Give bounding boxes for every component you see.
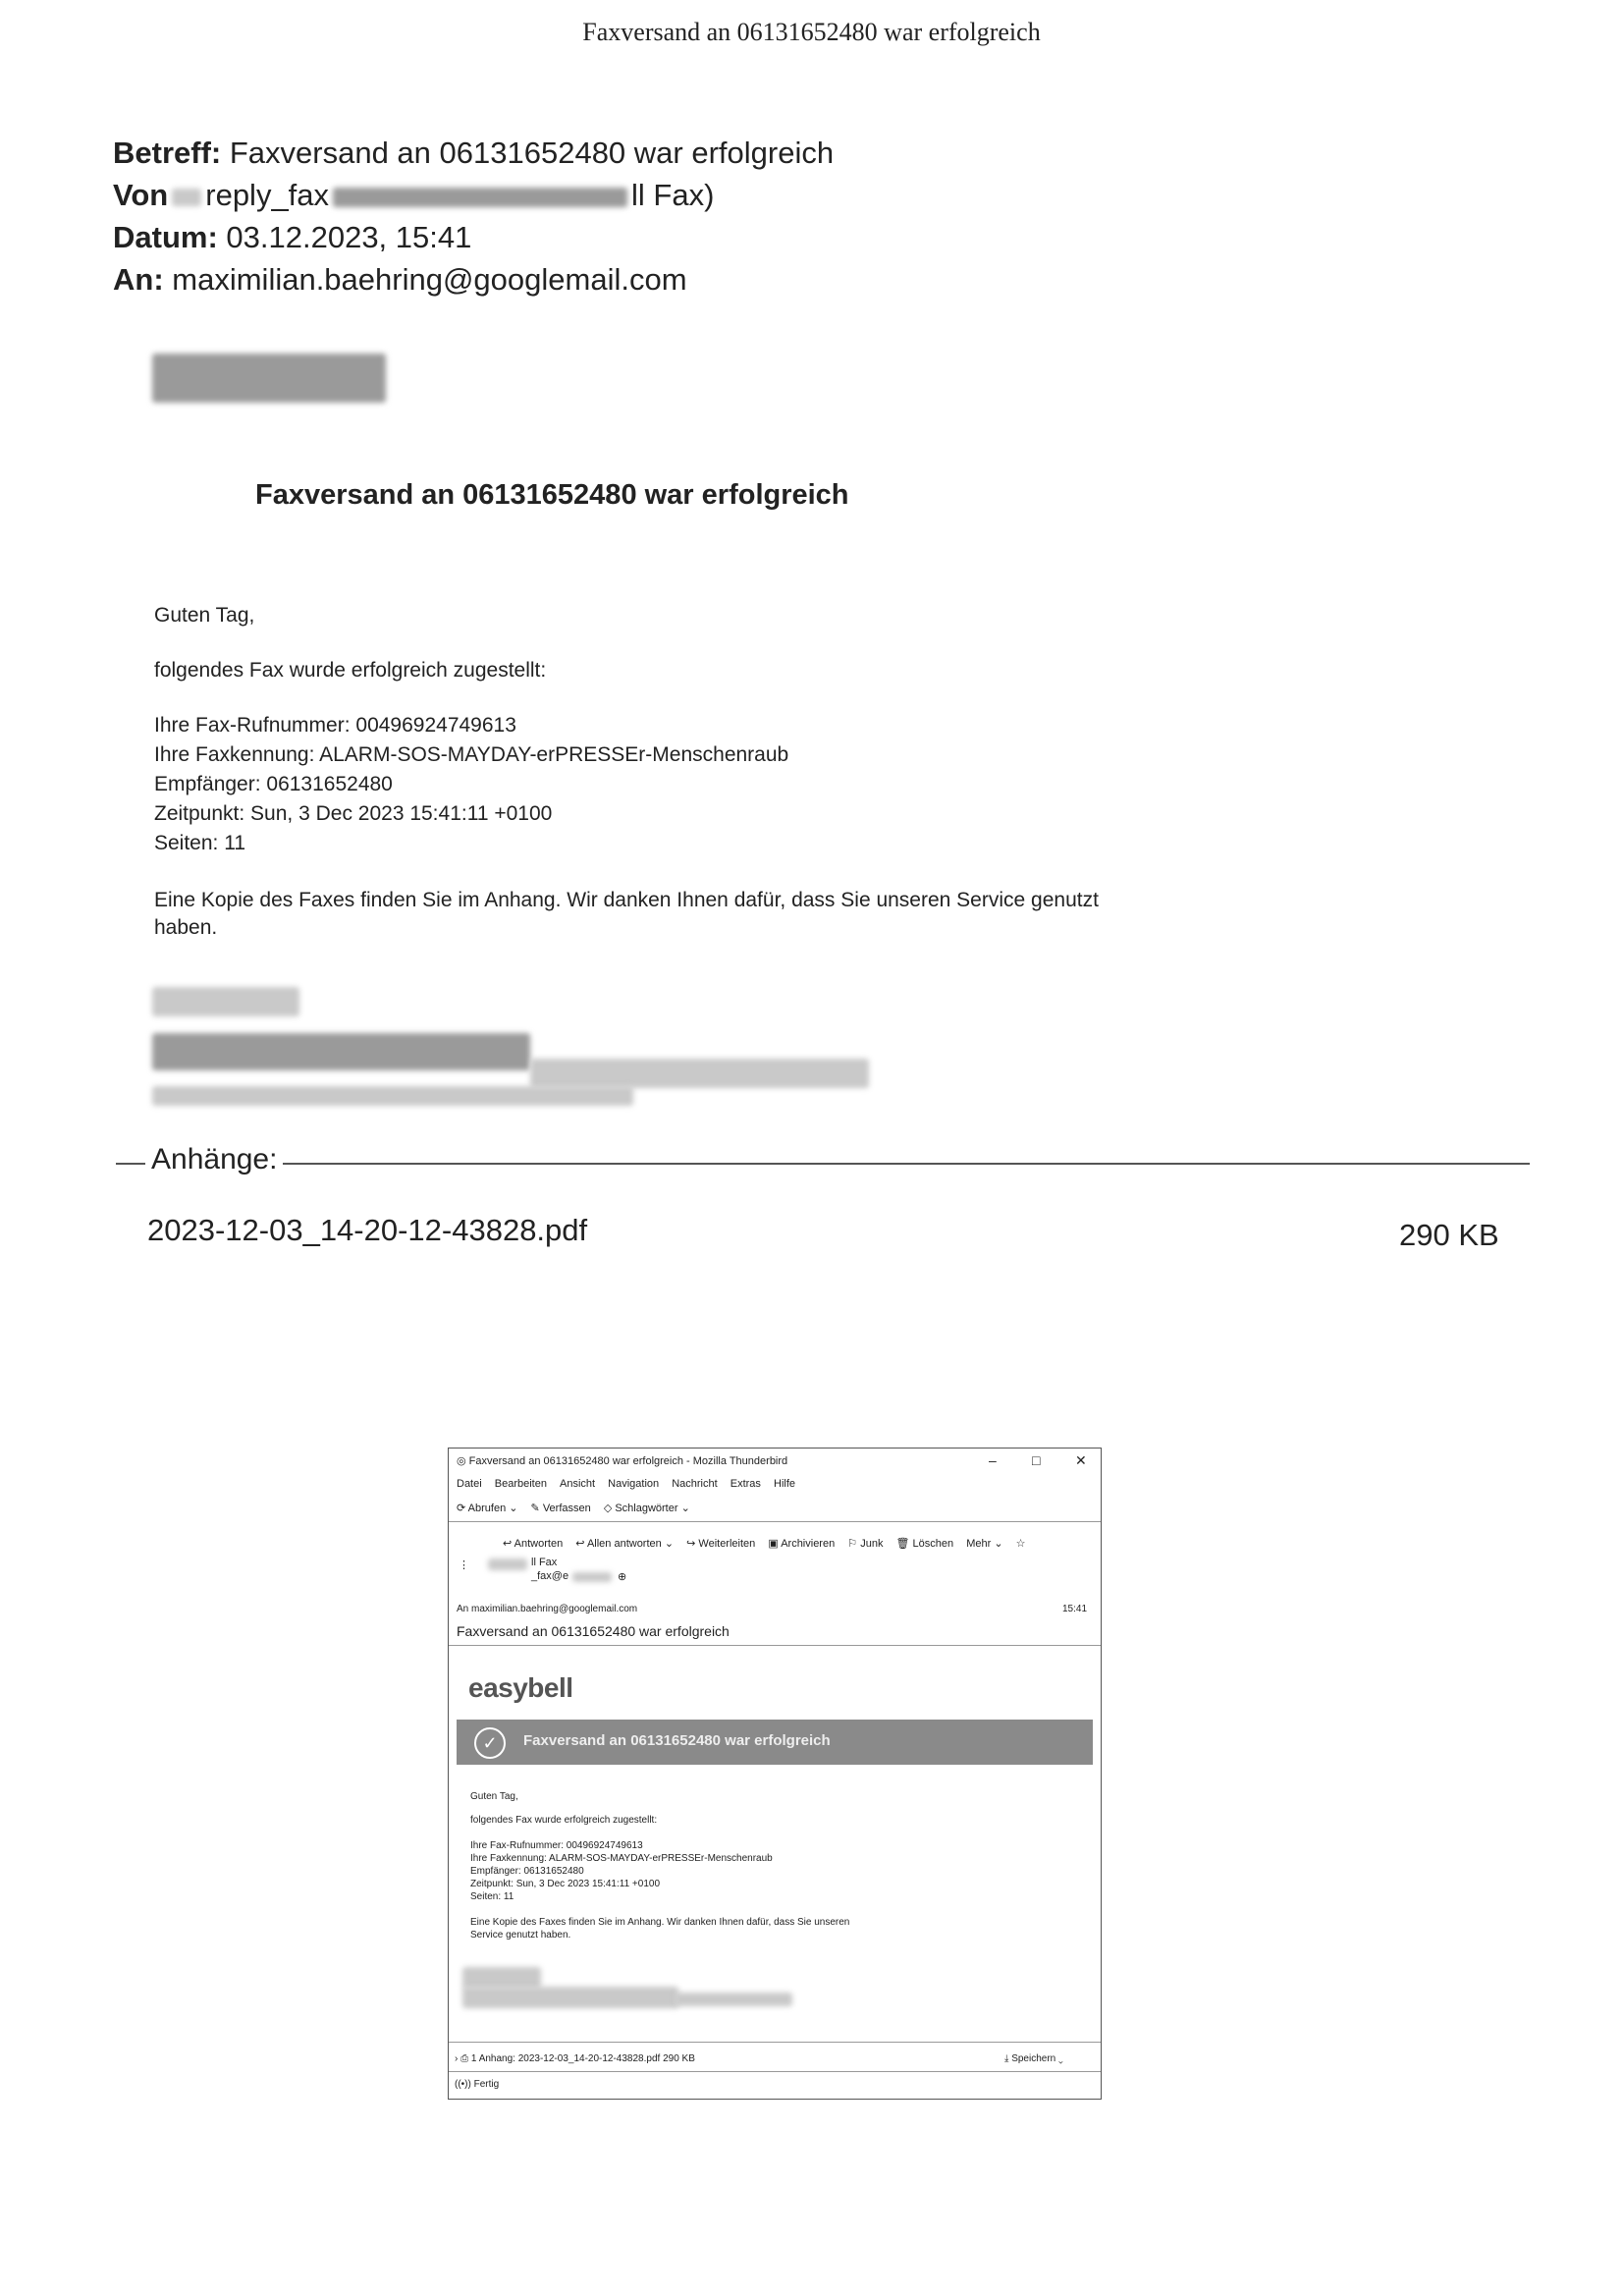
archive-button[interactable]: ▣ Archivieren [768,1538,836,1550]
write-button[interactable]: ✎ Verfassen [530,1503,591,1514]
redacted-signature [152,1033,530,1070]
redacted-logo [152,354,386,403]
mini-line: Ihre Fax-Rufnummer: 00496924749613 [470,1840,643,1851]
toolbar-divider [449,1521,1101,1522]
menu-ansicht[interactable]: Ansicht [560,1478,596,1490]
mini-greeting: Guten Tag, [470,1791,518,1802]
thunderbird-icon: ◎ [457,1455,466,1467]
pencil-icon: ✎ [530,1503,543,1514]
attachment-bar[interactable] [455,2053,695,2064]
menu-extras[interactable]: Extras [730,1478,761,1490]
delete-button[interactable]: 🗑 Löschen [895,1538,954,1550]
reply-all-button[interactable]: ↩ Allen antworten ⌄ [575,1538,675,1550]
menu-hilfe[interactable]: Hilfe [774,1478,796,1490]
fax-id: Ihre Faxkennung: ALARM-SOS-MAYDAY-erPRESSEr-Menschenraub [154,743,789,766]
recipient: Empfänger: 06131652480 [154,773,393,795]
subject-value: Faxversand an 06131652480 war erfolgreich [229,136,835,170]
attachment-summary: 1 Anhang: 2023-12-03_14-20-12-43828.pdf 290 KB [470,2053,695,2064]
redacted-signature [530,1059,869,1088]
star-icon[interactable]: ☆ [1015,1538,1026,1550]
reply-button[interactable]: ↩ Antworten [503,1538,564,1550]
menu-datei[interactable]: Datei [457,1478,482,1490]
menu-bar [457,1478,805,1490]
close-icon[interactable]: ✕ [1075,1452,1087,1468]
tag-icon: ◇ [603,1503,616,1514]
status-divider [449,2071,1101,2072]
redacted-signature [675,1993,792,2006]
menu-navigation[interactable]: Navigation [608,1478,660,1490]
redacted-block [333,188,627,207]
chevron-right-icon[interactable]: › [455,2053,459,2064]
attachments-divider [116,1163,1530,1165]
sender-avatar: ⋮ [459,1559,469,1571]
message-subject: Faxversand an 06131652480 war erfolgreich [457,1623,730,1639]
header-divider [449,1645,1101,1646]
subject-label: Betreff: [113,136,222,170]
message-time: 15:41 [1062,1604,1088,1614]
menu-bearbeiten[interactable]: Bearbeiten [494,1478,547,1490]
mini-line: Empfänger: 06131652480 [470,1866,584,1877]
date-value: 03.12.2023, 15:41 [226,220,472,254]
forward-button[interactable]: ↪ Weiterleiten [686,1538,756,1550]
attachments-label: Anhänge: [145,1143,283,1176]
banner-text: Faxversand an 06131652480 war erfolgreich [523,1732,831,1749]
mini-closing: Service genutzt haben. [470,1930,571,1941]
to-label: An: [113,262,164,297]
mini-closing: Eine Kopie des Faxes finden Sie im Anhang. Wir danken Ihnen dafür, dass Sie unseren [470,1917,850,1928]
mini-line: Zeitpunkt: Sun, 3 Dec 2023 15:41:11 +0100 [470,1879,661,1889]
subject-line [113,134,834,173]
redacted-signature [152,987,299,1016]
date-label: Datum: [113,220,218,254]
main-toolbar [457,1502,700,1514]
mini-line: Ihre Faxkennung: ALARM-SOS-MAYDAY-erPRESSEr-Menschenraub [470,1853,773,1864]
greeting: Guten Tag, [154,604,255,627]
menu-nachricht[interactable]: Nachricht [672,1478,718,1490]
redacted-block [572,1572,612,1582]
from-value-2: ll Fax) [631,178,715,212]
redacted-block [172,189,201,206]
junk-button[interactable]: ⚐ Junk [847,1538,884,1550]
download-icon: ⟳ [457,1503,468,1514]
redacted-signature [152,1086,633,1106]
redacted-signature [462,1987,678,2008]
status-text: Fertig [473,2079,500,2090]
to-value: maximilian.baehring@googlemail.com [172,262,687,297]
easybell-logo: easybell [468,1672,573,1703]
save-button[interactable]: ⤓ Speichern ⌄ [1004,2053,1063,2064]
intro: folgendes Fax wurde erfolgreich zugestellt: [154,659,547,682]
pages: Seiten: 11 [154,832,246,854]
closing-1: Eine Kopie des Faxes finden Sie im Anhang. Wir danken Ihnen dafür, dass Sie unseren Service genutzt [154,889,1099,911]
from-name: ll Fax [531,1557,558,1568]
window-title-bar [457,1454,787,1467]
signal-icon: ((•)) [455,2079,474,2090]
minimize-icon[interactable]: – [989,1452,997,1468]
window-title: Faxversand an 06131652480 war erfolgreich - Mozilla Thunderbird [468,1455,788,1467]
maximize-icon[interactable]: □ [1032,1452,1041,1468]
from-label: Von [113,178,169,212]
to-line [113,260,687,300]
attachment-file-name[interactable]: 2023-12-03_14-20-12-43828.pdf [147,1213,588,1247]
redacted-block [488,1558,527,1570]
get-mail-button[interactable]: ⟳ Abrufen ⌄ [457,1503,518,1514]
time: Zeitpunkt: Sun, 3 Dec 2023 15:41:11 +0100 [154,802,553,825]
contact-icon[interactable]: ⊕ [618,1571,627,1583]
mini-line: Seiten: 11 [470,1891,514,1902]
thunderbird-screenshot [448,1448,1102,2100]
from-address: _fax@e [531,1570,569,1582]
closing-2: haben. [154,916,218,939]
more-button[interactable]: Mehr ⌄ [966,1538,1003,1550]
attachment-divider [449,2042,1101,2043]
page-title: Faxversand an 06131652480 war erfolgreich [582,18,1041,46]
redacted-signature [462,1967,541,1989]
date-line [113,218,471,257]
mail-heading: Faxversand an 06131652480 war erfolgreich [255,479,849,511]
status-bar [455,2079,499,2090]
attachment-file-size: 290 KB [1399,1218,1499,1252]
fax-number: Ihre Fax-Rufnummer: 00496924749613 [154,714,516,737]
from-value-1: reply_fax [205,178,330,212]
tags-button[interactable]: ◇ Schlagwörter ⌄ [603,1503,690,1514]
paperclip-icon: ⎙ [460,2053,471,2064]
success-banner [457,1720,1093,1765]
mini-intro: folgendes Fax wurde erfolgreich zugestellt: [470,1815,658,1826]
message-actions [503,1537,1025,1550]
to-line: An maximilian.baehring@googlemail.com [457,1604,638,1614]
from-line [113,176,714,215]
check-icon: ✓ [474,1727,506,1759]
download-icon: ⤓ [1004,2053,1012,2064]
